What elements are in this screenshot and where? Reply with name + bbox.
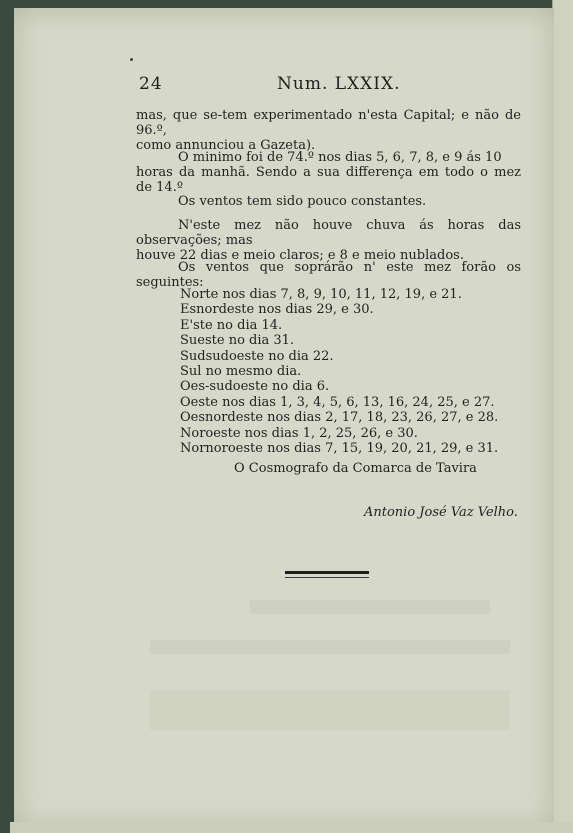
paragraph-rain <box>136 218 521 263</box>
paragraph-continuation <box>136 108 521 153</box>
wind-entry: Sul no mesmo dia. <box>180 364 302 380</box>
wind-entry: E'ste no dia 14. <box>180 317 283 333</box>
wind-entry: Oes-sudoeste no dia 6. <box>180 379 330 395</box>
text-line: mas, que se-tem experimentado n'esta Capital; e não de 96.º, <box>136 108 521 138</box>
wind-entry: Oesnordeste nos dias 2, 17, 18, 23, 26, 27, e 28. <box>180 410 499 426</box>
text-line: N'este mez não houve chuva ás horas das observações; mas <box>136 218 521 248</box>
text-line: O minimo foi de 74.º nos dias 5, 6, 7, 8, e 9 ás 10 <box>178 150 502 165</box>
text-line: houve 22 dias e meio claros; e 8 e meio nublados. <box>136 248 464 263</box>
wind-entry: Nornoroeste nos dias 7, 15, 19, 20, 21, 29, e 31. <box>180 441 499 457</box>
closing-rule-thin <box>285 577 369 578</box>
winds-list <box>180 287 525 456</box>
wind-entry: Noroeste nos dias 1, 2, 25, 26, e 30. <box>180 425 418 441</box>
wind-entry: Norte nos dias 7, 8, 9, 10, 11, 12, 19, e 21. <box>180 287 462 302</box>
wind-entry: Sueste no dia 31. <box>180 333 295 349</box>
paragraph-minimum <box>136 150 521 195</box>
wind-entry: Sudsudoeste no dia 22. <box>180 348 334 364</box>
running-title: Num. LXXIX. <box>277 74 401 94</box>
bleed-through-mark <box>150 690 510 730</box>
bleed-through-mark <box>250 600 490 614</box>
ink-speck <box>130 58 133 61</box>
wind-entry: Oeste nos dias 1, 3, 4, 5, 6, 13, 16, 24, 25, e 27. <box>180 394 495 410</box>
page-number: 24 <box>139 74 163 94</box>
page-bottom-edge <box>10 822 573 833</box>
signoff-line: O Cosmografo da Comarca de Tavira <box>234 461 477 476</box>
text-line: horas da manhã. Sendo a sua differença em todo o mez de 14.º <box>136 165 521 195</box>
text-line: Os ventos tem sido pouco constantes. <box>178 194 427 209</box>
author-signature: Antonio José Vaz Velho. <box>364 505 518 520</box>
closing-rule <box>285 571 369 574</box>
text-line: Os ventos que soprárão n' este mez forão os seguintes: <box>136 260 521 290</box>
paragraph-winds-constancy <box>136 194 521 209</box>
text-line: como annunciou a Gazeta). <box>136 138 316 153</box>
paragraph-winds-intro <box>136 260 521 290</box>
wind-entry: Esnordeste nos dias 29, e 30. <box>180 302 374 318</box>
adjacent-page-edge <box>552 0 573 833</box>
bleed-through-mark <box>150 640 510 654</box>
